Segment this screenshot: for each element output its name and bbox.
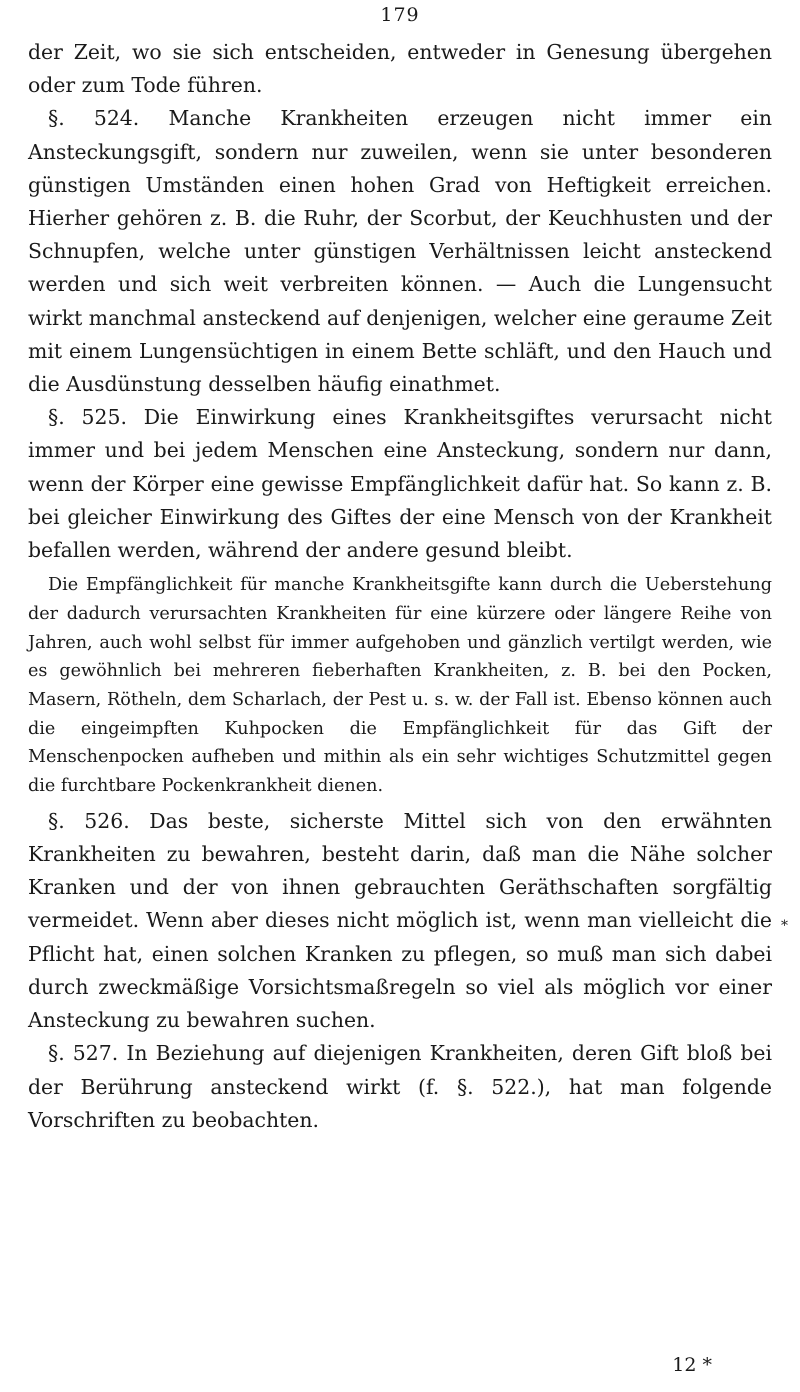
note-paragraph: Die Empfänglichkeit für manche Krankheitsgifte kann durch die Ueberstehung der dadurch verursachten Krankheiten für eine kürzere oder längere Reihe von Jahren, auch wohl selbst für immer aufgehoben und gänzlich vertilgt werden, wie es gewöhnlich bei mehreren fieberhaften Krankheiten, z. B. bei den Pocken, Masern, Rötheln, dem Scharlach, der Pest u. s. w. der Fall ist. Ebenso können auch die eingeimpften Kuhpocken die Empfänglichkeit für das Gift der Menschenpocken aufheben und mithin als ein sehr wichtiges Schutzmittel gegen die furchtbare Pockenkrankheit dienen. [28, 575, 772, 797]
section-525 [28, 401, 772, 567]
section-number: §. 527. [48, 1041, 119, 1066]
section-number: §. 526. [48, 808, 130, 833]
section-527 [28, 1037, 772, 1137]
section-number: §. 525. [48, 405, 127, 430]
page-body [28, 36, 772, 1137]
section-526 [28, 805, 772, 1037]
section-text: In Beziehung auf diejenigen Krankheiten, deren Gift bloß bei der Berührung ansteckend wirkt (f. §. 522.), hat man folgende Vorschriften zu beobachten. [28, 1041, 773, 1132]
section-text: Manche Krankheiten erzeugen nicht immer ein Ansteckungsgift, sondern nur zuweilen, wenn sie unter besonderen günstigen Umständen einen hohen Grad von Heftigkeit erreichen. Hierher gehören z. B. die Ruhr, der Scorbut, der Keuchhusten und der Schnupfen, welche unter günstigen Verhältnissen leicht ansteckend werden und sich weit verbreiten können. — Auch die Lungensucht wirkt manchmal ansteckend auf denjenigen, welcher eine geraume Zeit mit einem Lungensüchtigen in einem Bette schläft, und den Hauch und die Ausdünstung desselben häufig einathmet. [28, 106, 773, 397]
main-text-continued [28, 805, 772, 1137]
signature-mark: 12 * [672, 1354, 712, 1376]
margin-mark: * [781, 918, 788, 934]
main-text [28, 36, 772, 567]
section-text: Das beste, sicherste Mittel sich von den erwähnten Krankheiten zu bewahren, besteht darin, daß man die Nähe solcher Kranken und der von ihnen gebrauchten Geräthschaften sorgfältig vermeidet. Wenn aber dieses nicht möglich ist, wenn man vielleicht die Pflicht hat, einen solchen Kranken zu pflegen, so muß man sich dabei durch zweckmäßige Vorsichtsmaßregeln so viel als möglich vor einer Ansteckung zu bewahren suchen. [28, 808, 773, 1033]
section-524 [28, 102, 772, 401]
footnote-block [28, 571, 772, 801]
page-number: 179 [380, 4, 420, 26]
continuation-paragraph: der Zeit, wo sie sich entscheiden, entweder in Genesung übergehen oder zum Tode führen. [28, 40, 772, 98]
section-number: §. 524. [48, 106, 140, 131]
section-text: Die Einwirkung eines Krankheitsgiftes verursacht nicht immer und bei jedem Menschen eine Ansteckung, sondern nur dann, wenn der Körper eine gewisse Empfänglichkeit dafür hat. So kann z. B. bei gleicher Einwirkung des Giftes der eine Mensch von der Krankheit befallen werden, während der andere gesund bleibt. [28, 405, 773, 563]
